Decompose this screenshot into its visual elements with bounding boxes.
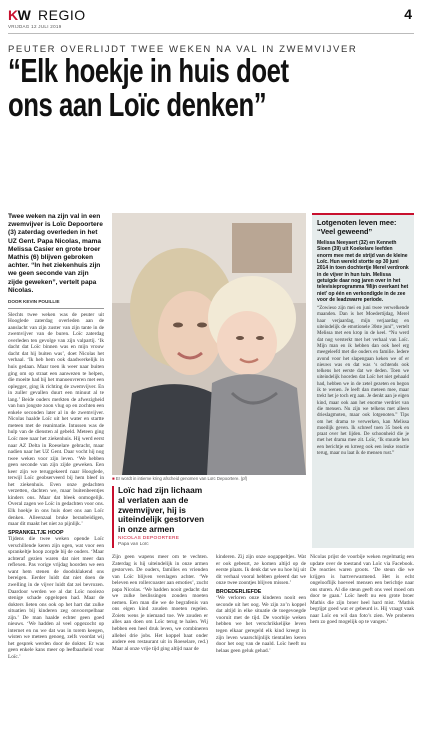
byline: DOOR KEVIN POUILLIE bbox=[8, 299, 104, 309]
article-column-3 bbox=[216, 554, 306, 731]
body-paragraph: kinderen. Zij zijn onze oogappeltjes. Wat er ook gebeurt, ze komen altijd op de eerste plaats. Ik denk dat we nu hoe hij uit dit verhaal vooral hebben geleerd dat we onze twee zoontjes blijven missen.’ bbox=[216, 554, 306, 587]
subhead-broederliefde: BROEDERLIEFDE bbox=[216, 588, 262, 595]
body-paragraph: Zijn geen wapens meer om te vechten. Zaterdag is hij uiteindelijk in onze armen gestorven. De ouders, families en vrienden van Loïc blijven verslagen achter. ‘We beleven een rollercoaster aan emoties’, zucht papa Nicolas. ‘We hadden nooit gedacht dat we zulke beslissingen zouden moeten nemen. Een man die we de begrafenis van ons eigen kind zouden moeten regelen. Zoiets wens je niemand toe. We zouden er alles aan doen om Loïc terug te halen. Wij hebben een heel druk leven, we combineren allebei drie jobs. Het koppel baat onder andere een restaurant uit in Roeselare, red.) Maar al onze vrije tijd ging altijd naar de bbox=[112, 554, 208, 652]
subhead-sprankeltje-hoop: SPRANKELTJE HOOP bbox=[8, 529, 64, 536]
section-title: REGIO bbox=[38, 7, 86, 23]
article-column-1 bbox=[8, 213, 104, 731]
photo-caption bbox=[112, 476, 306, 481]
body-paragraph: ‘We verloren onze kinderen nooit een seconde uit het oog. We zijn zo’n koppel dat altijd in elke situatie de toegevoegde vooruit met de tijd. De voorbije weken hebben we het verschrikkelijke leven tegen elkaar geregeld elk kind kreegt in zijn leven waarschijnlijk tientallen keren door het oog van de naald. Loïc heeft nu helaas geen geluk gehad.’ bbox=[216, 595, 306, 654]
quote-attribution-role: Papa van Loïc bbox=[118, 542, 149, 547]
quote-text: Loïc had zijn lichaam al verlaten aan de zwemvijver, hij is uiteindelijk gestorven in onze armen bbox=[118, 485, 205, 535]
pull-quote bbox=[112, 486, 208, 548]
headline-line-2: ons aan Loïc denken” bbox=[8, 86, 267, 123]
dateline: VRIJDAG 12 JULI 2019 bbox=[8, 24, 62, 29]
body-paragraph: Slechts twee weken was de peuter uit Hooglede zaterdag overleden aan de aanslacht van zijn zuster van zijn tante in de zwemvijver van de buren. Loïc zaterdag overleden ten gevolge van zijn valpartij. ‘Ik dacht dat Loïc binnen was en mijn vrouw dacht dat hij buiten was’, doet Nicolas het verhaal. ‘Ik heb hem ook daadwerkelijk in huis gedaan. Maar toen ik weer naar buiten ging om op straat een aanwezen te helpen, die moeite had bij het manoeuvreren met een oplegger, ging ik richting de zwemvijver. En in zuller gevallen duurt een minuut al te lang.’ Beide ouders merkten de afwezigheid van hun jongste zoon vlug op en zochten een enkele seconden later al in de zwemvijver. Nicolas haalde Loïc uit het water en startte meteen met de reanimatie. Intussen was de hulp van de diensten al gebeld. Meteen ging Loïc mee naar het ziekenhuis. Hij werd eerst naar AZ Delta in Roeselare gebracht, maar nadien naar het UZ Gent. Daar vocht hij nog twee weken voor zijn leven. ‘We hebben geen seconde van zijn zijde geweken. Een keer zijn we teruggekeerd naar Hooglede, terwijl Loïc geobserveerd bij hem bleef in het ziekenhuis. Even onze gedachten verzetten, dachten we, maar buitenbeentjes kinders ons. Maar dat bleek onmogelijk. Overal zagen we Loïc in gedachten voor ons. Elk hoekje in ons huis doet ons aan Loïc denken. Alleenzaal bruke beranbeidigen, maar dit maakt het niet zo pijnlijk.’ bbox=[8, 311, 104, 528]
article-intro: Twee weken na zijn val in een zwemvijver is Loïc Depoortere (3) zaterdag overleden in het UZ Gent. Papa Nicolas, mama Melissa Casier en grote broer Mathis (6) blijven gebroken achter. “In het ziekenhuis zijn we geen seconde van zijn zijde geweken”, vertelt papa Nicolas. bbox=[8, 213, 103, 294]
article-column-4 bbox=[310, 554, 414, 731]
body-paragraph: Nicolas prijst de voorbije weken regelmatig een update over de toestand van Loïc via Facebook. De reacties waren groots. ‘De steun die we krijgen is hartverwarmend. Het is echt ongelooflijk hoeveel mensen een berichtje naar ons sturen. Al die steun geeft ons veel moed om door te gaan.’ Loïc heeft nu een grote broer Mathis die zijn broer heel hard mist. ‘Mathis begrijpt goed wat er gebeurd is. Hij vraagt vaak naar Loïc en wil dan foto’s zien. We proberen hem zo goed mogelijk op te vangen.’ bbox=[310, 554, 414, 626]
page-header bbox=[8, 6, 414, 34]
quote-attribution-name: NICOLAS DEPOORTERE bbox=[118, 536, 180, 541]
sidebar-lead: Melissa Neeyaert (32) en Kenneth Sioen (39) uit Koekelare leefden enorm mee met de strijd van de kleine Loïc. Hun wereld stortte op 30 juni 2014 in toen dochtertje Merel verdronk in de vijver in hun tuin. Melissa getuigde daar nog jaren over in het televisieprogramma ‘Mijn overkant het niet’ op één en verkondigde in de zee voor de leadzwarre periode. bbox=[317, 240, 409, 303]
sidebar-box bbox=[312, 213, 414, 548]
article-photo bbox=[112, 213, 306, 475]
headline-line-1: “Elk hoekje in huis doet bbox=[8, 52, 289, 89]
mother-and-child-photo bbox=[112, 213, 306, 475]
article-kicker: PEUTER OVERLIJDT TWEE WEKEN NA VAL IN ZWEMVIJVER bbox=[8, 44, 358, 55]
caption-text: Er wordt in intieme kring afscheid genomen van Loïc Depoortere. (pf) bbox=[115, 476, 248, 481]
article-column-2 bbox=[112, 554, 208, 731]
article-headline bbox=[8, 54, 328, 122]
sidebar-title: Lotgenoten leven mee: “Veel geweend” bbox=[317, 218, 397, 236]
newspaper-logo: KW bbox=[8, 7, 31, 23]
caption-square-icon: ■ bbox=[112, 476, 115, 481]
quote-accent-bar bbox=[112, 486, 114, 548]
body-paragraph: Tijdens die twee weken opende Loïc verschillende keren zijn ogen, wat voor een sprankeltje hoop zorgde bij de ouders. ‘Maar achteraf gezien waren dat niet meer dan reflexen. Pas vorige vrijdag hoorden we een want hem stenen de doodsklakend ons bereigen. Eerder luidt dat niet doen de zwelling in de vijver luidt dat zei bevrozen. Daardoor werden we al dat Loïc nooiezo stenige schade opgelopen had. Maar de dokters lieten ons ook op het hart dat zulke situatien bij kinderen zeg onvoorspelbaar zijn.’ De man haalde echter geen goed nieuws. ‘We hadden al veel opgezocht op internet en nu we dat was in torem keegen, wisten we meteen genoeg, zelfs voordat wij het gesprek werden door de dokter. Er was geen enkele kans meer op leefbaarheid voor Loïc.’ bbox=[8, 536, 104, 661]
page-number: 4 bbox=[404, 6, 412, 22]
sidebar-body: “Zowieso zijn mei en juni twee verwelkende maanden. Dan is het Moedertijdag, Merel haar verjaardag, mijn verjaardag en uiteindelijk de emotionele 30ste juni”, vertelt Melissa met een krop in de keel. “Nu werd dat nog versterkt met het verhaal van Loïc. Mijn man en ik hebben dan ook heel erg meegeleefd met die ouders en familie. Iedere avond voor het slapengaan keken we of er nieuws was en dat was ‘s ochtends ook telkens het eerste dat we deden. Toen we uiteindelijk hoorden dat Loïc het niet gehaald had, hebben we in de zetel gezeten en begon ik te wenen. Je leeft dan meteen mee, maar trekt het je toch erg aan. Je denkt aan je eigen kind, maar ook aan het enorme verdriet van die mensen. Nu zijn we telkens met alleen drieslagmoten, maar ook lotgenoten.” Tips om het drama te verwerken, kan Melissa moeilijk geven. Ik schreef toen 35 boek en praat over het lijden. De schoonheid die je met het drama mee zit. Loïc, ‘Ik stuurde hen een berichtje en krreeg ook een leuke reactie terug, maar nu laat ik de mensen rust.” bbox=[317, 306, 409, 456]
